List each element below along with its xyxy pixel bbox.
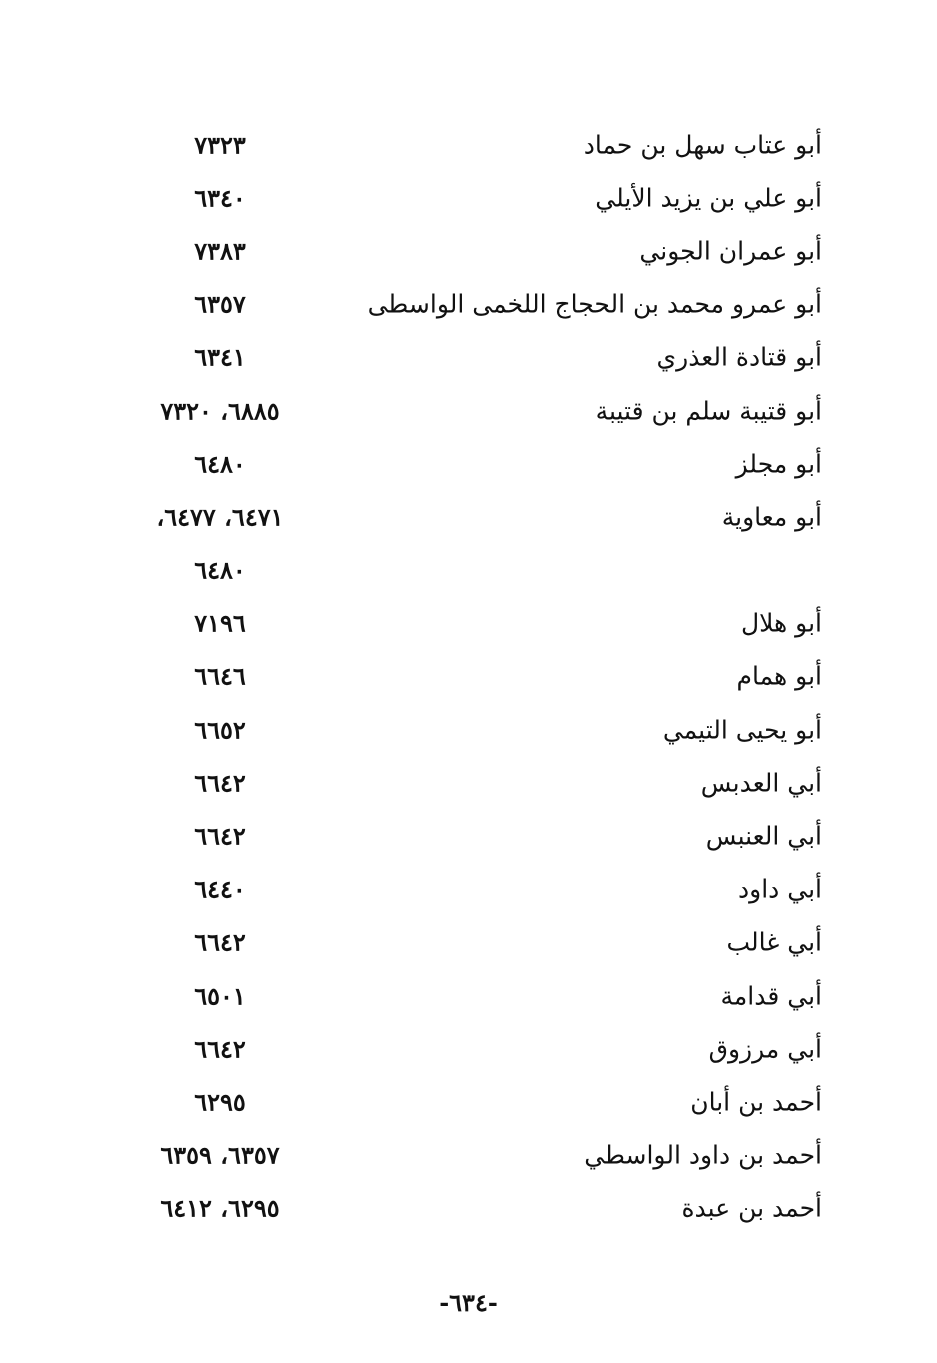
index-entry	[100, 703, 840, 756]
index-entry	[100, 437, 840, 490]
entry-name: أحمد بن عبدة	[681, 1193, 822, 1223]
index-entry	[100, 1075, 840, 1128]
index-entry	[100, 756, 840, 809]
entry-refs: ٦٣٤٠	[194, 183, 246, 213]
entry-name: أبو معاوية	[721, 502, 822, 532]
index-entry	[100, 278, 840, 331]
index-entry	[100, 118, 840, 171]
entry-name: أبو يحيى التيمي	[662, 715, 822, 745]
entry-name: أبي العنبس	[705, 821, 822, 851]
entry-refs: ٦٥٠١	[194, 981, 246, 1011]
index-entry	[100, 224, 840, 277]
entry-refs: ٦٦٤٢	[194, 1034, 246, 1064]
entry-refs: ٦٤٤٠	[194, 874, 246, 904]
entry-refs: ٦٢٩٥، ٦٤١٢	[160, 1193, 280, 1223]
entry-name: أحمد بن أبان	[690, 1087, 822, 1117]
entry-refs: ٦٤٨٠	[194, 449, 246, 479]
index-entry	[100, 1182, 840, 1235]
entry-name: أبي العدبس	[700, 768, 822, 798]
entry-name: أبو عتاب سهل بن حماد	[583, 130, 822, 160]
index-list	[100, 118, 840, 1235]
entry-refs: ٧٣٢٣	[194, 130, 246, 160]
entry-name: أبي قدامة	[720, 981, 822, 1011]
entry-refs: ٦٣٥٧	[194, 289, 246, 319]
entry-refs: ٦٣٥٧، ٦٣٥٩	[160, 1140, 280, 1170]
entry-refs: ٦٨٨٥، ٧٣٢٠	[160, 396, 280, 426]
index-entry	[100, 969, 840, 1022]
index-entry	[100, 916, 840, 969]
entry-refs: ٦٦٤٦	[194, 661, 246, 691]
entry-refs: ٦٤٧١، ٦٤٧٧،	[156, 502, 284, 532]
entry-refs: ٦٦٤٢	[194, 927, 246, 957]
entry-refs: ٦٣٤١	[194, 342, 246, 372]
index-entry	[100, 490, 840, 543]
entry-name: أحمد بن داود الواسطي	[584, 1140, 822, 1170]
index-entry	[100, 1022, 840, 1075]
entry-name: أبو همام	[736, 661, 822, 691]
index-entry	[100, 384, 840, 437]
index-entry	[100, 863, 840, 916]
entry-refs: ٦٦٤٢	[194, 821, 246, 851]
entry-name: أبو هلال	[740, 608, 822, 638]
entry-refs: ٦٦٤٢	[194, 768, 246, 798]
index-entry	[100, 809, 840, 862]
index-entry	[100, 597, 840, 650]
page-number: -٦٣٤-	[439, 1288, 498, 1317]
entry-name: أبو عمران الجوني	[639, 236, 822, 266]
index-entry	[100, 171, 840, 224]
index-entry	[100, 544, 840, 597]
entry-name: أبي داود	[738, 874, 822, 904]
entry-name: أبو قتيبة سلم بن قتيبة	[595, 396, 822, 426]
entry-refs: ٧٣٨٣	[194, 236, 246, 266]
entry-name: أبو قتادة العذري	[656, 342, 822, 372]
entry-name: أبي مرزوق	[708, 1034, 822, 1064]
entry-refs: ٦٢٩٥	[194, 1087, 246, 1117]
entry-name: أبو عمرو محمد بن الحجاج اللخمى الواسطى	[367, 289, 822, 319]
entry-refs: ٦٦٥٢	[194, 715, 246, 745]
index-entry	[100, 331, 840, 384]
index-entry	[100, 1129, 840, 1182]
entry-name: أبو مجلز	[735, 449, 822, 479]
entry-name: أبي غالب	[726, 927, 822, 957]
entry-refs: ٧١٩٦	[194, 608, 246, 638]
index-entry	[100, 650, 840, 703]
entry-refs: ٦٤٨٠	[194, 555, 246, 585]
entry-name: أبو علي بن يزيد الأيلي	[595, 183, 822, 213]
